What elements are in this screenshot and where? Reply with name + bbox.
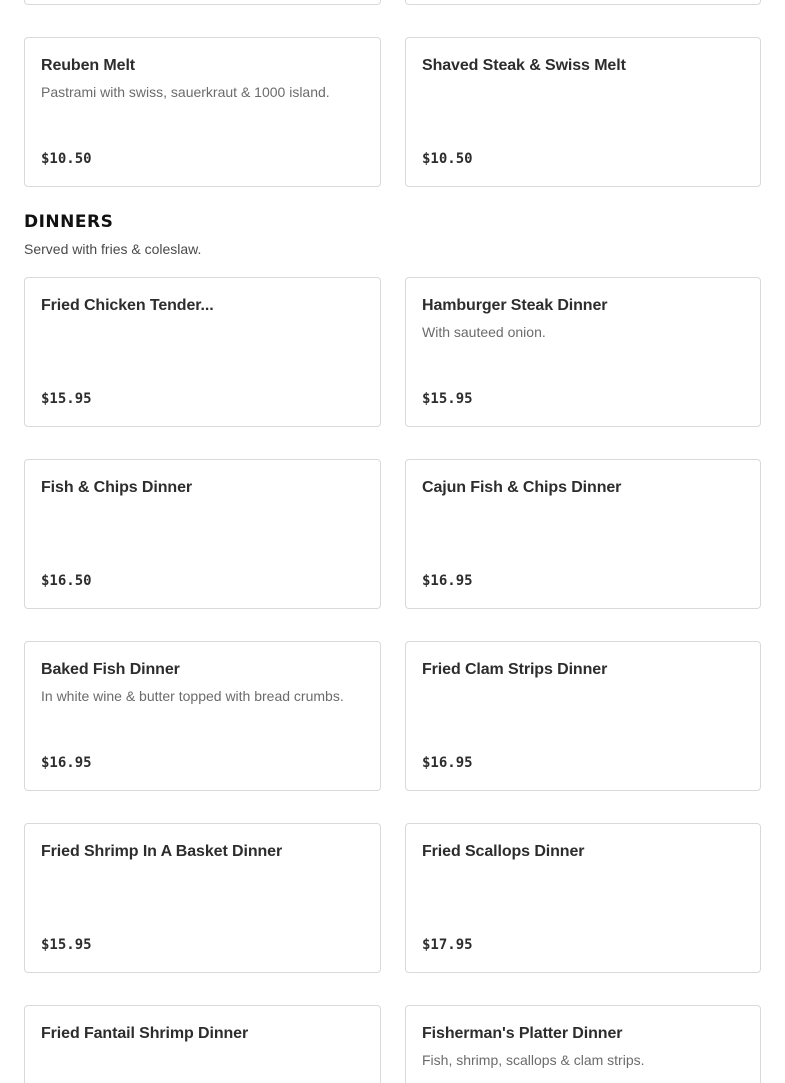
menu-item-price: $16.95	[422, 755, 473, 771]
menu-item-card[interactable]	[405, 459, 761, 609]
menu-item-description: Pastrami with swiss, sauerkraut & 1000 island.	[41, 84, 330, 100]
menu-item-price: $15.95	[41, 937, 92, 953]
menu-item-name: Hamburger Steak Dinner	[422, 297, 608, 314]
menu-item-name: Cajun Fish & Chips Dinner	[422, 479, 622, 496]
menu-item-name: Shaved Steak & Swiss Melt	[422, 57, 626, 74]
menu-item-card[interactable]	[24, 641, 381, 791]
menu-item-name: Fried Chicken Tender...	[41, 297, 214, 314]
menu-item-name: Fried Fantail Shrimp Dinner	[41, 1025, 249, 1042]
menu-item-price: $16.95	[41, 755, 92, 771]
menu-item-card[interactable]	[24, 823, 381, 973]
menu-item-description: In white wine & butter topped with bread crumbs.	[41, 688, 344, 704]
menu-item-card[interactable]	[24, 277, 381, 427]
menu-item-price: $10.50	[41, 151, 92, 167]
menu-item-description: Fish, shrimp, scallops & clam strips.	[422, 1052, 645, 1068]
menu-item-card[interactable]	[405, 641, 761, 791]
menu-item-price: $16.95	[422, 573, 473, 589]
menu-item-price: $17.95	[422, 937, 473, 953]
menu-item-card[interactable]	[405, 37, 761, 187]
menu-item-card[interactable]	[24, 459, 381, 609]
menu-item-price: $16.50	[41, 573, 92, 589]
menu-item-card[interactable]	[405, 277, 761, 427]
menu-item-card-partial[interactable]	[405, 0, 761, 5]
menu-item-name: Fried Shrimp In A Basket Dinner	[41, 843, 283, 860]
menu-item-name: Reuben Melt	[41, 57, 136, 74]
menu-item-name: Fried Scallops Dinner	[422, 843, 585, 860]
menu-item-card[interactable]	[405, 1005, 761, 1083]
menu-item-card-partial[interactable]	[24, 0, 381, 5]
menu-item-name: Fried Clam Strips Dinner	[422, 661, 608, 678]
menu-item-card[interactable]	[24, 37, 381, 187]
menu-item-card[interactable]	[24, 1005, 381, 1083]
menu-item-card[interactable]	[405, 823, 761, 973]
section-title: DINNERS	[24, 212, 114, 232]
menu-item-description: With sauteed onion.	[422, 324, 546, 340]
menu-item-price: $15.95	[422, 391, 473, 407]
menu-item-price: $15.95	[41, 391, 92, 407]
section-subtitle: Served with fries & coleslaw.	[24, 241, 202, 257]
menu-item-name: Fisherman's Platter Dinner	[422, 1025, 623, 1042]
menu-item-name: Fish & Chips Dinner	[41, 479, 192, 496]
menu-item-price: $10.50	[422, 151, 473, 167]
menu-item-name: Baked Fish Dinner	[41, 661, 180, 678]
